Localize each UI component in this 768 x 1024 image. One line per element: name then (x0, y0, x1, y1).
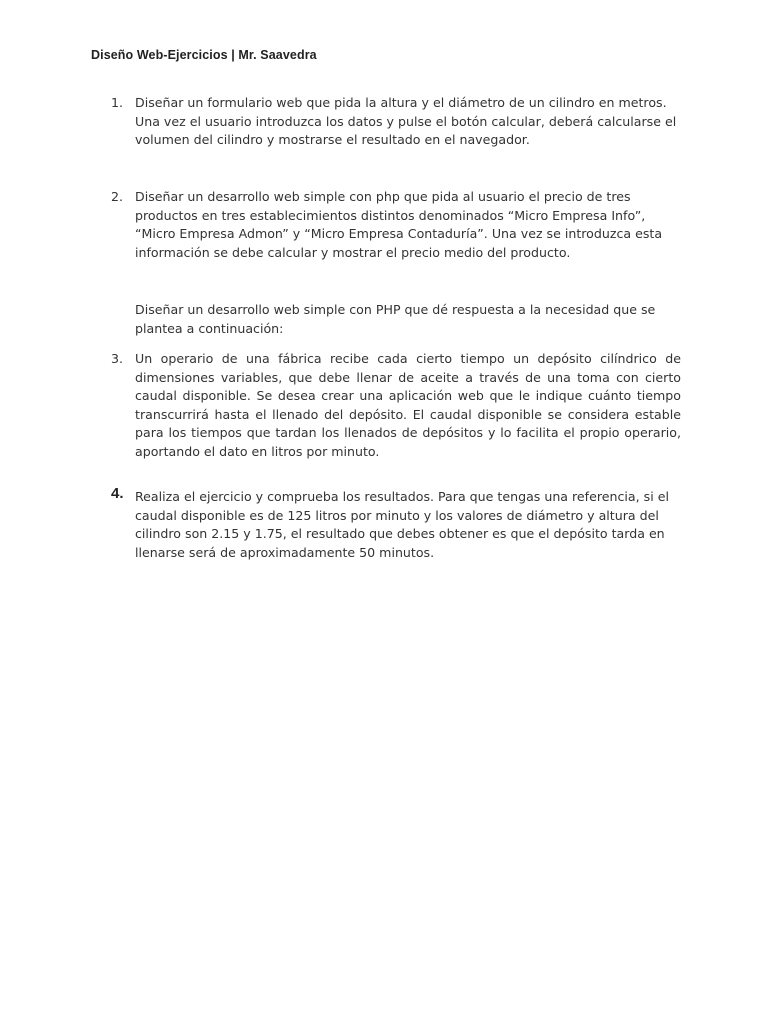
exercise-text: Diseñar un desarrollo web simple con php que pida al usuario el precio de tres productos en tres establecimientos distintos denominados “Micro Empresa Info”, “Micro Empresa Admon” y “Micro Empresa Contaduría”. Una vez se introduzca esta información se debe calcular y mostrar el precio medio del producto. (135, 189, 663, 260)
exercise-number: 4. (111, 485, 124, 502)
intro-paragraph: Diseñar un desarrollo web simple con PHP que dé respuesta a la necesidad que se plantea a continuación: (135, 302, 656, 336)
exercise-number: 3. (111, 351, 124, 366)
exercise-text: Diseñar un formulario web que pida la altura y el diámetro de un cilindro en metros. Una vez el usuario introduzca los datos y pulse el botón calcular, deberá calcularse el volumen del cilindro y mostrarse el resultado en el navegador. (135, 95, 677, 147)
exercise-number: 1. (111, 95, 124, 110)
exercise-number: 2. (111, 189, 124, 204)
exercise-text: Un operario de una fábrica recibe cada cierto tiempo un depósito cilíndrico de dimensiones variables, que debe llenar de aceite a través de una toma con cierto caudal disponible. Se desea crear una aplicación web que le indique cuánto tiempo transcurrirá hasta el llenado del depósito. El caudal disponible se considera estable para los tiempos que tardan los llenados de depósitos y lo facilita el propio operario, aportando el dato en litros por minuto. (135, 351, 681, 459)
exercise-text: Realiza el ejercicio y comprueba los resultados. Para que tengas una referencia, si el caudal disponible es de 125 litros por minuto y los valores de diámetro y altura del cilindro son 2.15 y 1.75, el resultado que debes obtener es que el depósito tarda en llenarse será de aproximadamente 50 minutos. (135, 489, 669, 560)
document-header: Diseño Web-Ejercicios | Mr. Saavedra (91, 48, 317, 62)
